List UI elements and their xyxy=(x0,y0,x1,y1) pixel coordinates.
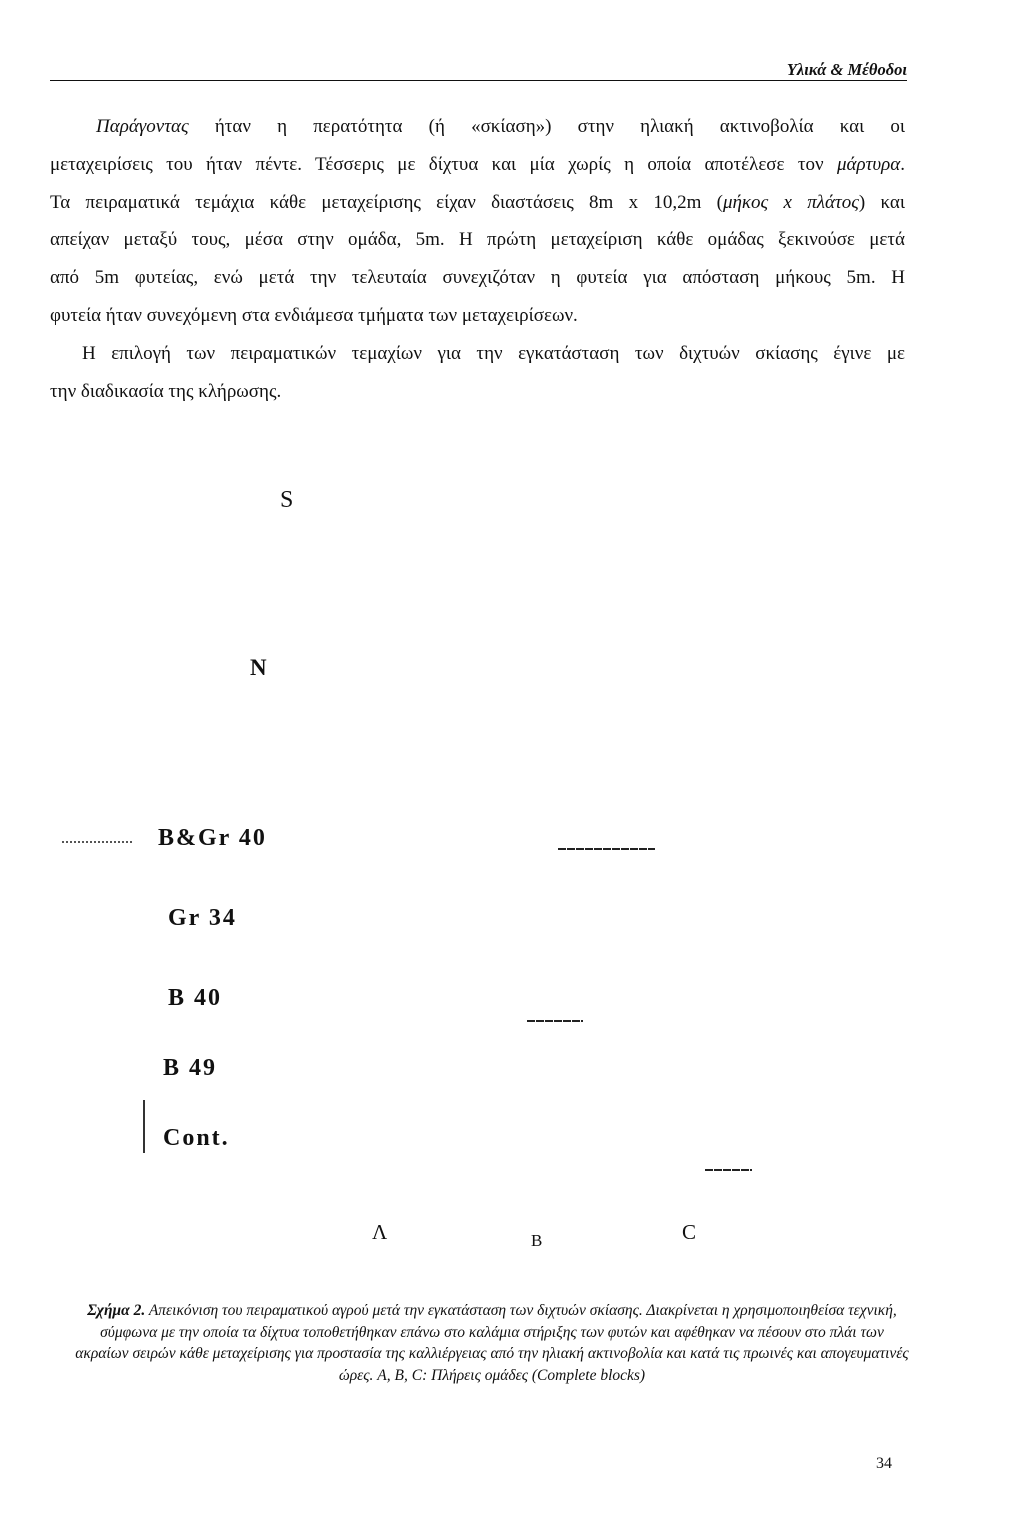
body-text-segment: μεταχειρίσεις του ήταν πέντε. Τέσσερις με δίχτυα και μία χωρίς η οποία αποτέλεσε τον xyxy=(50,153,837,175)
treatment-label: Cont. xyxy=(163,1125,230,1151)
legend-leader-line xyxy=(62,841,132,843)
plot-boundary-line xyxy=(705,1169,752,1171)
body-text-segment: απείχαν μεταξύ τους, μέσα στην ομάδα, 5m. Η πρώτη μεταχείριση κάθε ομάδας ξεκινούσε μετά xyxy=(50,229,905,251)
treatment-label: B 49 xyxy=(163,1055,218,1081)
section-title: Υλικά & Μέθοδοι xyxy=(786,60,907,79)
body-text-segment: ) και xyxy=(858,191,905,213)
treatment-label: B&Gr 40 xyxy=(158,825,267,851)
body-text-segment: Τα πειραματικά τεμάχια κάθε μεταχείρισης είχαν διαστάσεις 8m x 10,2m ( xyxy=(50,191,723,213)
caption-text: Απεικόνιση του πειραματικού αγρού μετά την εγκατάσταση των διχτυών σκίασης. Διακρίνεται η χρησιμοποιηθείσα τεχνική, xyxy=(148,1302,897,1319)
body-line xyxy=(50,335,905,373)
plot-boundary-line xyxy=(527,1020,583,1022)
body-text xyxy=(50,108,905,410)
italic-term: Παράγοντας xyxy=(96,116,189,137)
figure-label-south: S xyxy=(280,487,294,513)
treatment-label: Gr 34 xyxy=(168,905,237,931)
header-rule xyxy=(50,80,907,81)
body-text-segment: την διαδικασία της κλήρωσης. xyxy=(50,380,282,402)
treatment-label: B 40 xyxy=(168,985,223,1011)
body-line xyxy=(50,146,905,184)
body-text-segment: . xyxy=(900,153,905,175)
body-line xyxy=(50,108,905,146)
page-number: 34 xyxy=(876,1455,892,1472)
body-line xyxy=(50,221,905,259)
plot-edge-line xyxy=(143,1100,145,1153)
body-line xyxy=(50,259,905,297)
italic-term: μάρτυρα xyxy=(837,153,901,175)
caption-line: ακραίων σειρών κάθε μεταχείρισης για προστασία της καλλιέργειας από την ηλιακή ακτινοβολία και κατά τις πρωινές και απογευματινές xyxy=(75,1345,909,1362)
figure-caption xyxy=(10,1300,974,1386)
figure-label-north: N xyxy=(250,655,267,680)
caption-line: σύμφωνα με την οποία τα δίχτυα τοποθετήθηκαν επάνω στο καλάμια στήριξης των φυτών και αφέθηκαν να πέσουν στο πλάι των xyxy=(100,1323,884,1341)
body-text-segment: ήταν η περατότητα (ή «σκίαση») στην ηλιακή ακτινοβολία και οι xyxy=(188,116,905,137)
caption-line: ώρες. A, B, C: Πλήρεις ομάδες (Complete blocks) xyxy=(338,1366,646,1384)
body-text-segment: Η επιλογή των πειραματικών τεμαχίων για την εγκατάσταση των διχτυών σκίασης έγινε με xyxy=(82,342,905,364)
body-text-segment: φυτεία ήταν συνεχόμενη στα ενδιάμεσα τμήματα των μεταχειρίσεων. xyxy=(50,304,578,326)
block-label: Λ xyxy=(372,1220,388,1244)
block-label: C xyxy=(682,1220,697,1244)
body-line xyxy=(50,184,905,222)
body-text-segment: από 5m φυτείας, ενώ μετά την τελευταία συνεχιζόταν η φυτεία για απόσταση μήκους 5m. Η xyxy=(50,267,905,289)
body-line xyxy=(50,297,905,335)
body-line xyxy=(50,373,905,411)
italic-term: μήκος x πλάτος xyxy=(722,191,859,213)
caption-line xyxy=(10,1300,974,1322)
plot-boundary-line xyxy=(558,848,655,850)
block-label: B xyxy=(531,1231,543,1250)
caption-label: Σχήμα 2. xyxy=(87,1302,146,1319)
